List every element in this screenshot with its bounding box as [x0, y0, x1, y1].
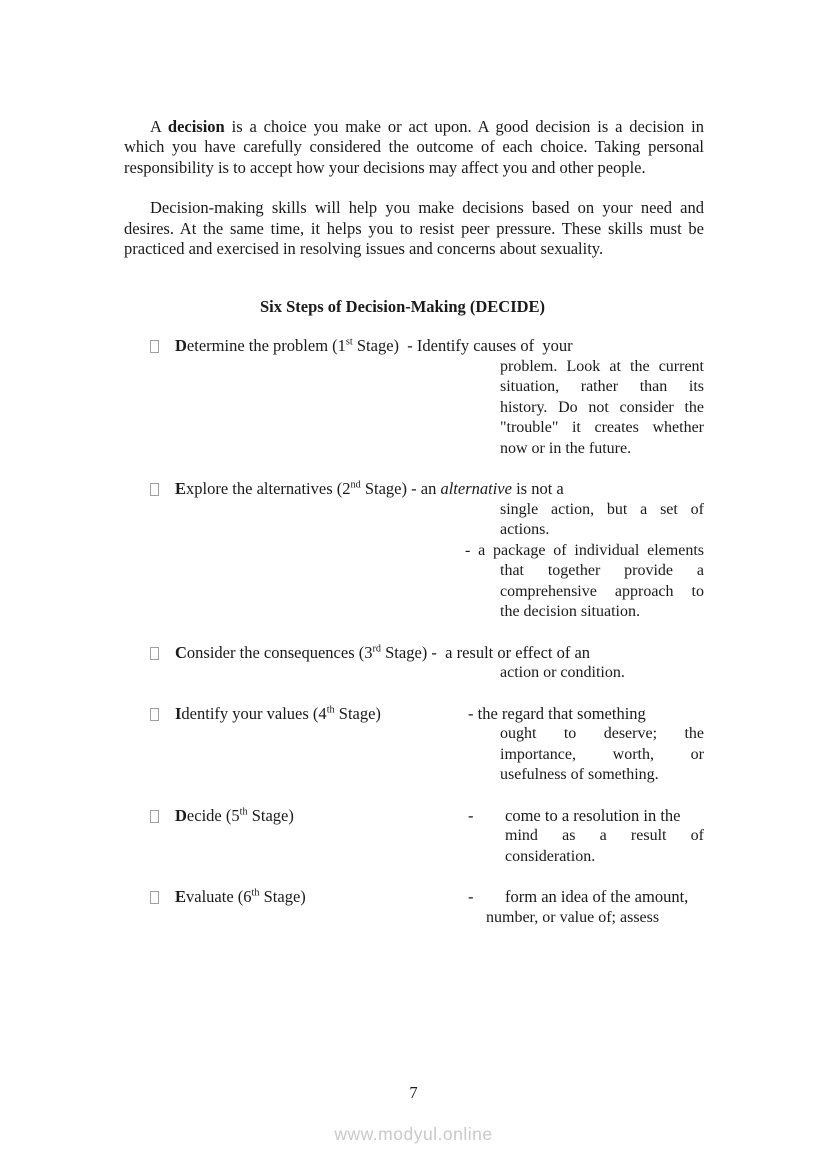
bullet-square-icon — [150, 647, 159, 660]
step-description — [500, 663, 704, 684]
intro-paragraph-2: Decision-making skills will help you make decisions based on your need and desires. At the same time, it helps you to resist peer pressure. These skills must be practiced and exercised in resolving issues and concerns about sexuality. — [124, 198, 704, 258]
step-item-evaluate — [124, 887, 704, 928]
step-text: Stage) - a result or effect of an — [381, 642, 591, 662]
para1-bold-word: decision — [167, 116, 225, 136]
desc-line: consideration. — [505, 847, 596, 865]
step-description — [500, 357, 704, 460]
ordinal-suffix: th — [326, 704, 335, 715]
bullet-square-icon — [150, 483, 159, 496]
ordinal-suffix: th — [251, 887, 260, 899]
step-text: Stage) — [247, 805, 294, 825]
step-text: dentify your values (4 — [181, 703, 327, 723]
step-lead-line — [124, 704, 704, 725]
desc-line: now or in the future. — [500, 439, 632, 457]
step-definition-start — [468, 887, 688, 908]
ordinal-suffix: st — [345, 336, 353, 348]
step-item-consider — [124, 643, 704, 684]
page-number: 7 — [409, 1083, 418, 1102]
step-lead-line — [124, 336, 704, 357]
ordinal-suffix: th — [239, 806, 248, 817]
step-description — [486, 908, 716, 929]
bullet-square-icon — [150, 340, 159, 353]
section-heading: Six Steps of Decision-Making (DECIDE) — [259, 296, 546, 316]
desc-line: - a package of individual elements — [465, 541, 704, 559]
desc-line: ought to deserve; the — [500, 725, 704, 742]
step-initial: I — [175, 703, 182, 723]
step-text: Stage) - Identify causes of your — [352, 336, 573, 355]
desc-line: mind as a result of — [505, 827, 704, 844]
step-initial: E — [175, 479, 187, 498]
intro-paragraph-1 — [124, 117, 704, 179]
desc-line: number, or value of; assess — [486, 908, 660, 926]
definition-text: form an idea of the amount, — [505, 887, 689, 906]
step-item-decide — [124, 806, 704, 868]
ordinal-suffix: nd — [350, 479, 361, 491]
step-initial: D — [175, 805, 187, 825]
step-text: ecide (5 — [186, 805, 240, 825]
desc-line: history. Do not consider the — [500, 398, 704, 416]
step-lead-line — [124, 479, 704, 500]
step-text: onsider the consequences (3 — [186, 642, 373, 662]
page-content — [124, 100, 704, 928]
para1-pre: A — [150, 116, 168, 136]
step-initial: D — [175, 336, 187, 355]
step-item-determine — [124, 336, 704, 459]
step-text: Stage) — [334, 703, 381, 723]
bullet-square-icon — [150, 708, 159, 721]
step-text: Stage) — [259, 887, 306, 906]
step-description — [505, 826, 704, 867]
step-text: Stage) - an — [360, 479, 441, 498]
step-definition-start: - the regard that something — [468, 703, 646, 723]
step-lead-line — [124, 806, 704, 827]
desc-line: comprehensive approach to — [500, 582, 704, 600]
watermark-text: www.modyul.online — [334, 1124, 493, 1144]
step-description — [465, 500, 704, 623]
desc-line: "trouble" it creates whether — [500, 419, 704, 436]
step-text: is not a — [511, 479, 564, 498]
step-definition-start — [468, 806, 681, 827]
step-item-identify — [124, 704, 704, 786]
definition-text: come to a resolution in the — [505, 805, 681, 825]
bullet-square-icon — [150, 891, 159, 904]
desc-line: usefulness of something. — [500, 766, 659, 783]
desc-line: situation, rather than its — [500, 378, 704, 395]
desc-line: problem. Look at the current — [500, 357, 704, 375]
desc-line: importance, worth, or — [500, 745, 704, 763]
bullet-square-icon — [150, 810, 159, 823]
desc-line: actions. — [500, 521, 550, 538]
desc-line: action or condition. — [500, 664, 625, 681]
desc-line: single action, but a set of — [500, 500, 704, 518]
step-item-explore — [124, 479, 704, 623]
step-initial: E — [175, 887, 187, 906]
desc-line: the decision situation. — [500, 603, 640, 620]
para1-rest: is a choice you make or act upon. A good decision is a decision in which you have carefully considered the outcome of each choice. Taking personal responsibility is to accept how your decisions may affect you and other people. — [124, 116, 704, 177]
step-text: etermine the problem (1 — [186, 336, 346, 355]
step-lead-line — [124, 643, 704, 664]
definition-dash: - — [468, 805, 474, 825]
desc-line: that together provide a — [500, 562, 704, 579]
step-text: xplore the alternatives (2 — [186, 479, 351, 498]
step-italic-word: alternative — [440, 479, 512, 498]
definition-dash: - — [468, 887, 474, 906]
step-lead-line — [124, 887, 704, 908]
step-initial: C — [175, 642, 187, 662]
ordinal-suffix: rd — [372, 643, 381, 654]
step-text: valuate (6 — [186, 887, 252, 906]
step-description — [500, 724, 704, 786]
